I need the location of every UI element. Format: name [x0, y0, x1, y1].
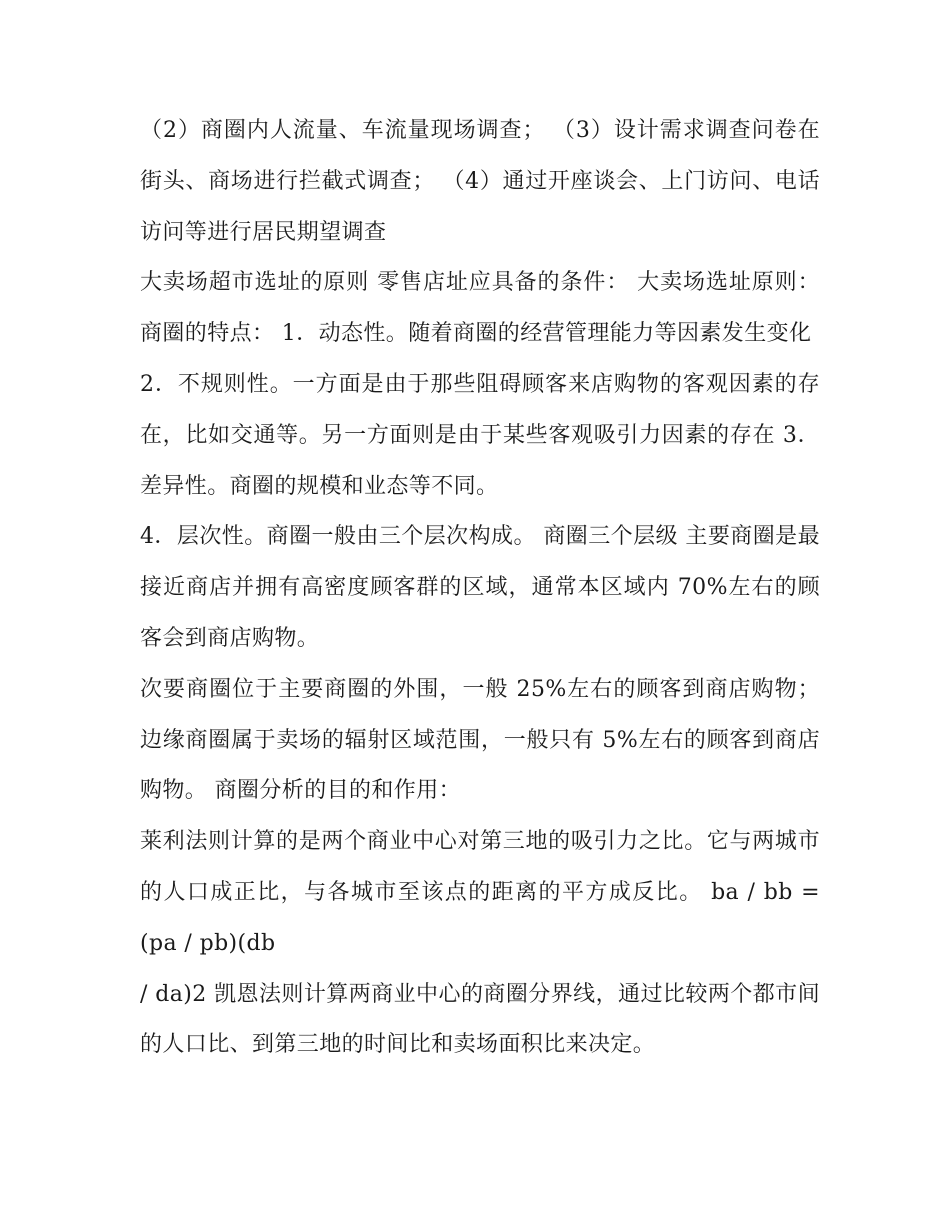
- document-body: [140, 106, 820, 1071]
- paragraph-hierarchy-primary-zone: 4．层次性。商圈一般由三个层次构成。 商圈三个层级 主要商圈是最接近商店并拥有高密度顾客群的区域，通常本区域内 70%左右的顾客会到商店购物。: [140, 524, 820, 651]
- paragraph-survey-methods: （2）商圈内人流量、车流量现场调查； （3）设计需求调查问卷在街头、商场进行拦截式调查； （4）通过开座谈会、上门访问、电话访问等进行居民期望调查: [140, 118, 820, 245]
- paragraph-site-selection-principles: 大卖场超市选址的原则 零售店址应具备的条件： 大卖场选址原则： 商圈的特点： 1．动态性。随着商圈的经营管理能力等因素发生变化: [140, 270, 820, 347]
- paragraph-irregularity-difference: 2．不规则性。一方面是由于那些阻碍顾客来店购物的客观因素的存在，比如交通等。另一方面则是由于某些客观吸引力因素的存在 3．差异性。商圈的规模和业态等不同。: [140, 371, 820, 499]
- paragraph-reilly-law: 莱利法则计算的是两个商业中心对第三地的吸引力之比。它与两城市的人口成正比，与各城市至该点的距离的平方成反比。 ba / bb = (pa / pb)(db: [140, 829, 820, 956]
- paragraph-converse-law: / da)2 凯恩法则计算两商业中心的商圈分界线，通过比较两个都市间的人口比、到第三地的时间比和卖场面积比来决定。: [140, 981, 820, 1058]
- paragraph-secondary-fringe-zone: 次要商圈位于主要商圈的外围，一般 25%左右的顾客到商店购物； 边缘商圈属于卖场的辐射区域范围，一般只有 5%左右的顾客到商店购物。 商圈分析的目的和作用：: [140, 676, 820, 804]
